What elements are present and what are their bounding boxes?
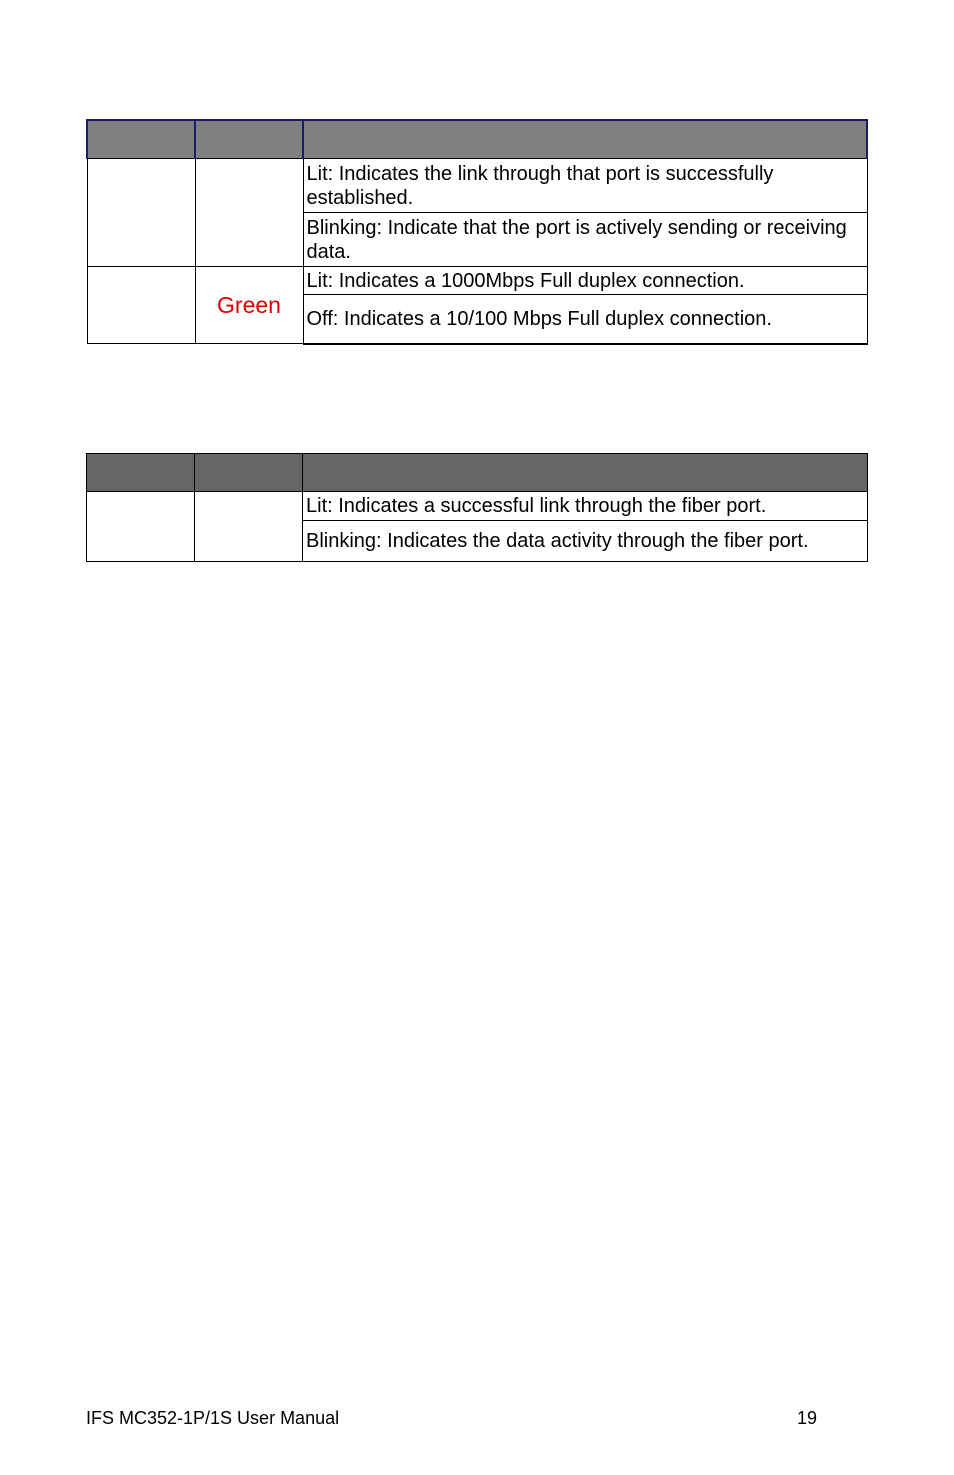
led-cell <box>87 159 195 267</box>
header-led <box>87 454 195 492</box>
footer-manual-title: IFS MC352-1P/1S User Manual <box>86 1408 340 1428</box>
table-row <box>87 159 867 213</box>
table-row <box>87 267 867 295</box>
header-function <box>303 120 867 159</box>
description-cell: Lit: Indicates a 1000Mbps Full duplex connection. <box>303 267 867 295</box>
header-color <box>195 120 303 159</box>
description-cell: Off: Indicates a 10/100 Mbps Full duplex connection. <box>303 295 867 344</box>
description-cell: Lit: Indicates a successful link through the fiber port. <box>303 492 868 521</box>
color-cell: Green <box>195 267 303 344</box>
color-cell <box>195 159 303 267</box>
fiber-led-table <box>86 453 868 562</box>
table-header-row <box>87 454 868 492</box>
table-row <box>87 492 868 521</box>
footer-page-number: 19 <box>797 1408 818 1428</box>
description-cell: Blinking: Indicates the data activity through the fiber port. <box>303 521 868 562</box>
description-cell: Blinking: Indicate that the port is actively sending or receiving data. <box>303 213 867 267</box>
led-cell <box>87 492 195 562</box>
led-cell <box>87 267 195 344</box>
color-cell <box>195 492 303 562</box>
header-color <box>195 454 303 492</box>
header-led <box>87 120 195 159</box>
table-header-row <box>87 120 867 159</box>
header-function <box>303 454 868 492</box>
description-cell: Lit: Indicates the link through that port is successfully established. <box>303 159 867 213</box>
tp-led-table <box>86 119 868 345</box>
